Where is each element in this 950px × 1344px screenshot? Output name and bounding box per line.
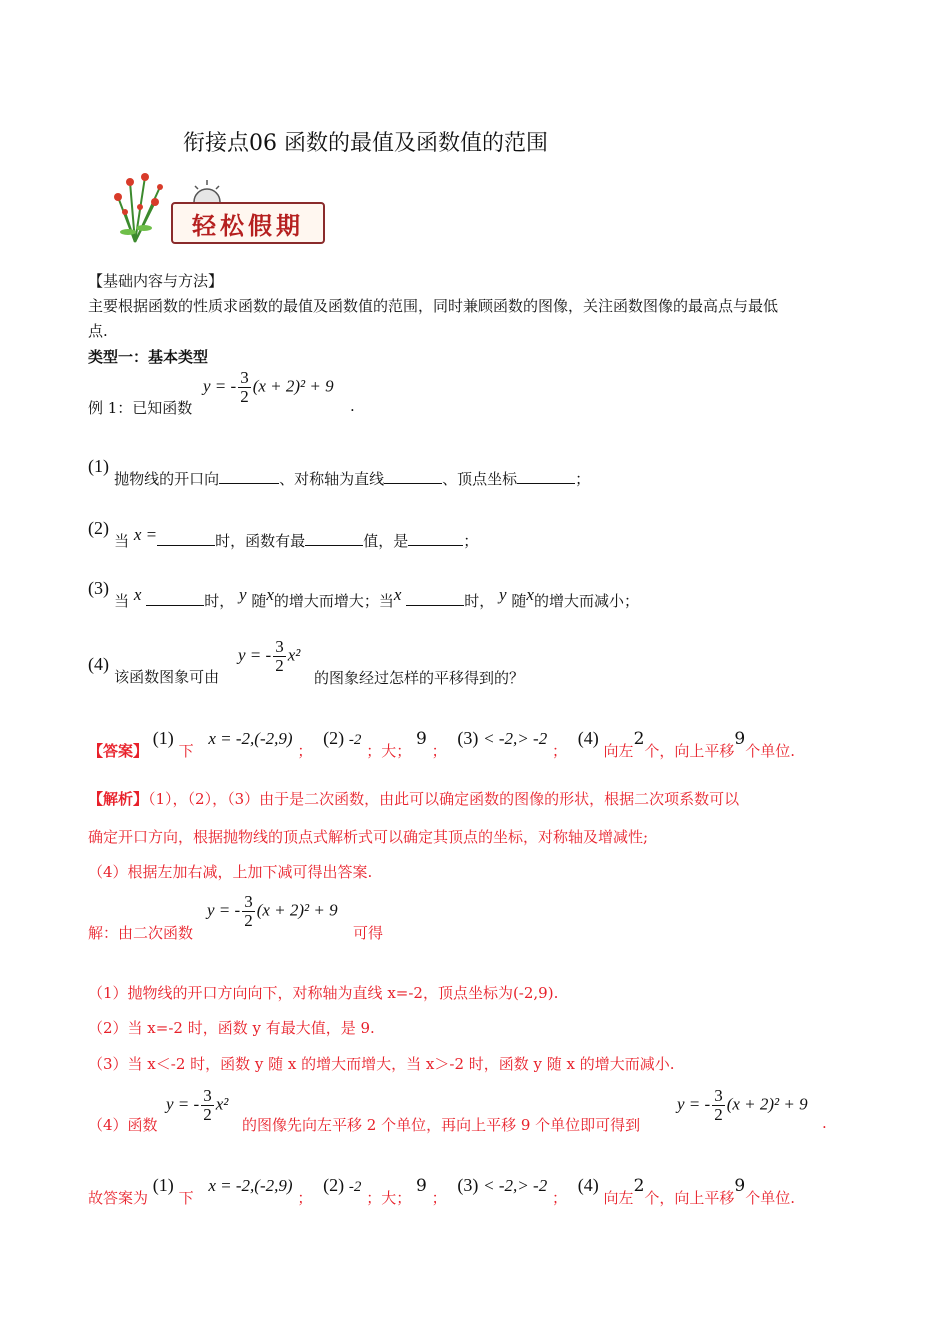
solution-4-a: （4）函数: [88, 1116, 158, 1134]
analysis-line-2: 确定开口方向，根据抛物线的顶点式解析式可以确定其顶点的坐标，对称轴及增减性;: [88, 828, 649, 846]
solution-2: （2）当 x=-2 时，函数 y 有最大值，是 9.: [88, 1019, 375, 1037]
sun-icon: [190, 178, 224, 204]
question-4-formula: y = - $\frac{3}{2}$ x²: [238, 637, 301, 675]
example-formula: y = - $\frac{3}{2}$ (x + 2)² + 9: [203, 368, 334, 406]
intro-line-1: 主要根据函数的性质求函数的最值及函数值的范围，同时兼顾函数的图像，关注函数图像的最高点与最低: [88, 297, 779, 315]
page-title: 衔接点06 函数的最值及函数值的范围: [183, 131, 548, 156]
solution-4-formula-1: y = - $\frac{3}{2}$ x²: [166, 1086, 229, 1124]
solve-formula: y = - $\frac{3}{2}$ (x + 2)² + 9: [207, 892, 338, 930]
question-3: (3) 当 x 时， y 随x的增大而增大；当x 时， y 随x的增大而减小；: [88, 578, 639, 610]
answer-line: 【答案】 (1) 下 x = -2,(-2,9) ； (2) -2 ；大； 9 ； (3) < -2,> -2 ； (4) 向左2个，向上平移9个单位.: [88, 728, 796, 760]
type-heading: 类型一：基本类型: [88, 348, 209, 366]
solution-4-c: .: [822, 1114, 827, 1132]
solve-suffix: 可得: [353, 924, 384, 942]
question-2: (2) 当 x = 时，函数有最 值，是 ；: [88, 518, 479, 550]
solution-4-formula-2: y = - $\frac{3}{2}$ (x + 2)² + 9: [677, 1086, 808, 1124]
section-heading: 【基础内容与方法】: [88, 272, 224, 290]
example-suffix: .: [350, 397, 355, 415]
solution-4-b: 的图像先向左平移 2 个单位，再向上平移 9 个单位即可得到: [242, 1116, 641, 1134]
example-prefix: 例 1：已知函数: [88, 399, 193, 417]
logo-text: 轻松假期: [192, 210, 304, 240]
flower-decoration-icon: [100, 162, 170, 244]
analysis-line-3: （4）根据左加右减，上加下减可得出答案.: [88, 863, 373, 881]
question-4-suffix: 的图象经过怎样的平移得到的？: [314, 669, 525, 687]
question-4: (4) 该函数图象可由: [88, 654, 220, 686]
solution-1: （1）抛物线的开口方向向下，对称轴为直线 x=-2，顶点坐标为(-2,9).: [88, 984, 559, 1002]
final-answer-line: 故答案为 (1) 下 x = -2,(-2,9) ； (2) -2 ；大； 9 ； (3) < -2,> -2 ； (4) 向左2个，向上平移9个单位.: [88, 1175, 796, 1207]
solution-3: （3）当 x＜-2 时，函数 y 随 x 的增大而增大，当 x＞-2 时，函数 y 随 x 的增大而减小.: [88, 1055, 675, 1073]
question-1: (1) 抛物线的开口向 、对称轴为直线 、顶点坐标 ；: [88, 456, 591, 488]
holiday-logo: [171, 202, 325, 244]
analysis-line-1: 【解析】（1），（2），（3）由于是二次函数，由此可以确定函数的图像的形状，根据二次项系数可以: [88, 790, 740, 808]
solve-prefix: 解：由二次函数: [88, 924, 194, 942]
intro-line-2: 点.: [88, 322, 108, 340]
